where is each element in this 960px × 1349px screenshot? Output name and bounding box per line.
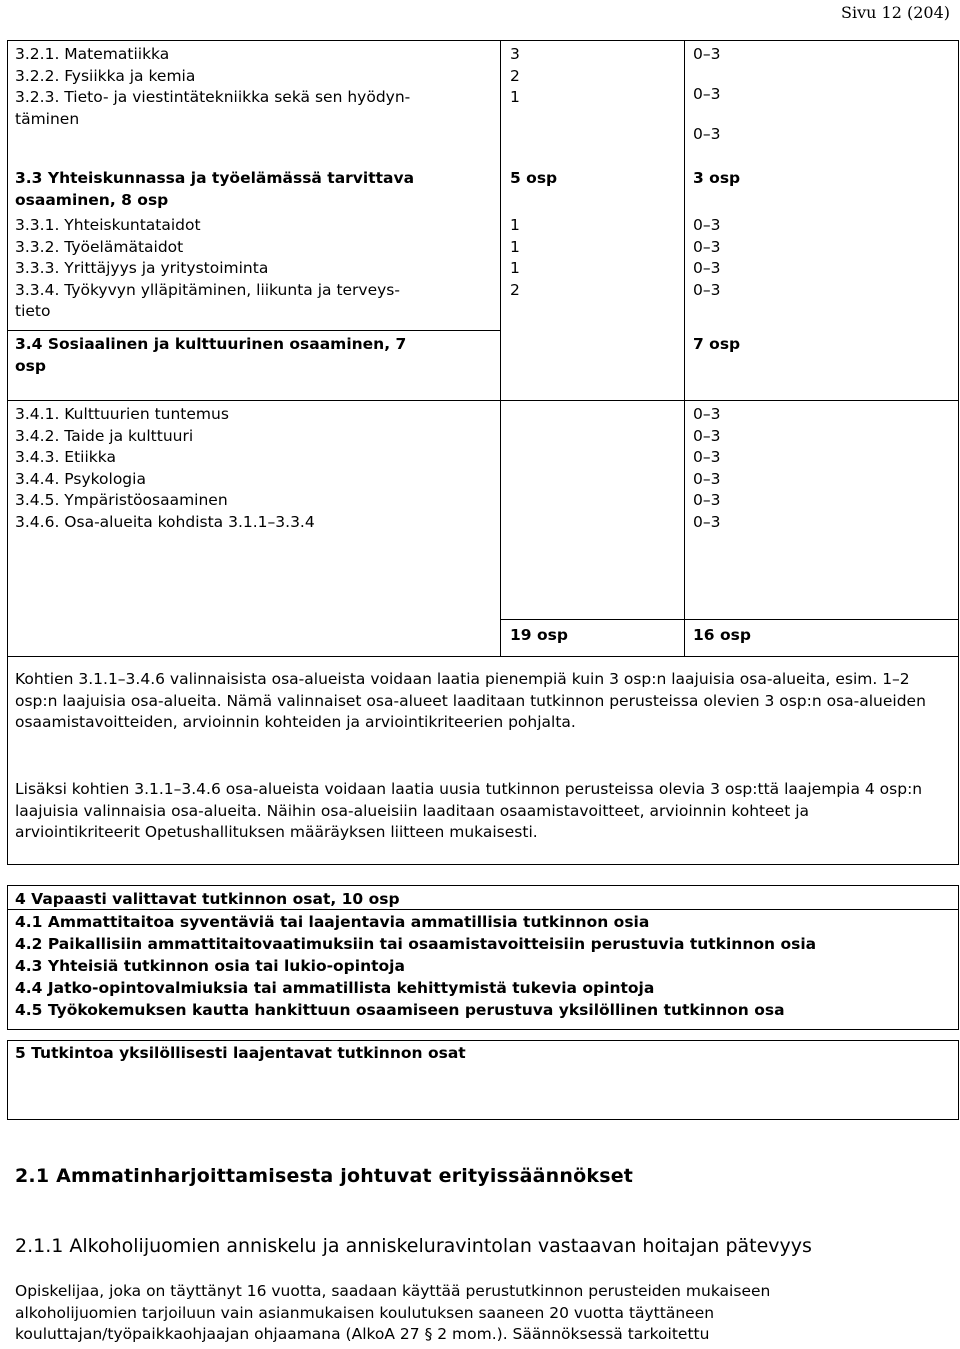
row-divider-3	[500, 619, 959, 620]
optional-unit-4-3: 4.3 Yhteisiä tutkinnon osia tai lukio-opintoja	[15, 957, 405, 975]
optional-units-title: 4 Vapaasti valittavat tutkinnon osat, 10 osp	[15, 890, 400, 908]
optional-unit-4-2: 4.2 Paikallisiin ammattitaitovaatimuksiin tai osaamistavoitteisiin perustuvia tutkinnon osia	[15, 935, 817, 953]
row-divider-1	[7, 330, 500, 331]
section-3-4-range: 7 osp	[693, 335, 741, 353]
math-science-ranges: 0–3 0–3 0–3	[693, 45, 721, 143]
notes-paragraph-1: Kohtien 3.1.1–3.4.6 valinnaisista osa-alueista voidaan laatia pienempiä kuin 3 osp:n laajuisia osa-alueita, esim. 1–2 osp:n laajuisia osa-alueita. Nämä valinnaiset osa-alueet laaditaan tutkinnon perusteissa olevien 3 osp:n osa-alueiden osaamistavoitteiden, arvioinnin kohteiden ja arviointikriteerien pohjalta.	[15, 670, 931, 731]
column-divider-2	[684, 40, 685, 657]
math-science-items: 3.2.1. Matematiikka 3.2.2. Fysiikka ja kemia 3.2.3. Tieto- ja viestintätekniikka sekä sen hyödyn- täminen	[15, 45, 411, 128]
section-3-3-heading: 3.3 Yhteiskunnassa ja työelämässä tarvittava osaaminen, 8 osp	[15, 169, 415, 209]
total-credits: 19 osp	[510, 626, 568, 644]
section-3-4-item-ranges: 0–3 0–3 0–3 0–3 0–3 0–3	[693, 405, 721, 531]
optional-unit-4-5: 4.5 Työkokemuksen kautta hankittuun osaamiseen perustuva yksilöllinen tutkinnon osa	[15, 1001, 785, 1019]
section-heading: 2.1 Ammatinharjoittamisesta johtuvat erityissäännökset	[15, 1165, 634, 1187]
optional-unit-4-1: 4.1 Ammattitaitoa syventäviä tai laajentavia ammatillisia tutkinnon osia	[15, 913, 650, 931]
row-divider-4	[7, 656, 959, 657]
section-3-4-heading: 3.4 Sosiaalinen ja kulttuurinen osaaminen, 7 osp	[15, 335, 407, 375]
section-3-3-item-ranges: 0–3 0–3 0–3 0–3	[693, 216, 721, 299]
extending-units-title: 5 Tutkintoa yksilöllisesti laajentavat tutkinnon osat	[15, 1044, 466, 1062]
column-divider-1	[500, 40, 501, 657]
page-number: Sivu 12 (204)	[841, 3, 950, 22]
body-paragraph: Opiskelijaa, joka on täyttänyt 16 vuotta, saadaan käyttää perustutkinnon perusteiden mukaiseen alkoholijuomien tarjoiluun vain asianmukaisen koulutuksen saaneen 20 vuotta täyttäneen kouluttajan/työpaikkaohjaajan ohjaamana (AlkoA 27 § 2 mom.). Säännöksessä tarkoitettu	[15, 1282, 771, 1343]
section-3-3-credits: 5 osp	[510, 169, 558, 187]
section-3-4-items: 3.4.1. Kulttuurien tuntemus 3.4.2. Taide ja kulttuuri 3.4.3. Etiikka 3.4.4. Psykologia 3.4.5. Ympäristöosaaminen 3.4.6. Osa-alueita kohdista 3.1.1–3.3.4	[15, 405, 315, 531]
notes-paragraph-2: Lisäksi kohtien 3.1.1–3.4.6 osa-alueista voidaan laatia uusia tutkinnon perusteissa olevia 3 osp:ttä laajempia 4 osp:n laajuisia valinnaisia osa-alueita. Näihin osa-alueisiin laaditaan osaamistavoitteet, arvioinnin kohteet ja arviointikriteerit Opetushallituksen määräyksen liitteen mukaisesti.	[15, 780, 928, 841]
row-divider-2	[7, 400, 959, 401]
section-3-3-items: 3.3.1. Yhteiskuntataidot 3.3.2. Työelämätaidot 3.3.3. Yrittäjyys ja yritystoiminta 3.3.4. Työkyvyn ylläpitäminen, liikunta ja terveys- tieto	[15, 216, 400, 320]
section-3-3-item-credits: 1 1 1 2	[510, 216, 520, 299]
total-range: 16 osp	[693, 626, 751, 644]
subsection-heading: 2.1.1 Alkoholijuomien anniskelu ja anniskeluravintolan vastaavan hoitajan pätevyys	[15, 1235, 812, 1257]
section-3-3-range: 3 osp	[693, 169, 741, 187]
optional-unit-4-4: 4.4 Jatko-opintovalmiuksia tai ammatillista kehittymistä tukevia opintoja	[15, 979, 655, 997]
math-science-credits: 3 2 1	[510, 45, 520, 106]
